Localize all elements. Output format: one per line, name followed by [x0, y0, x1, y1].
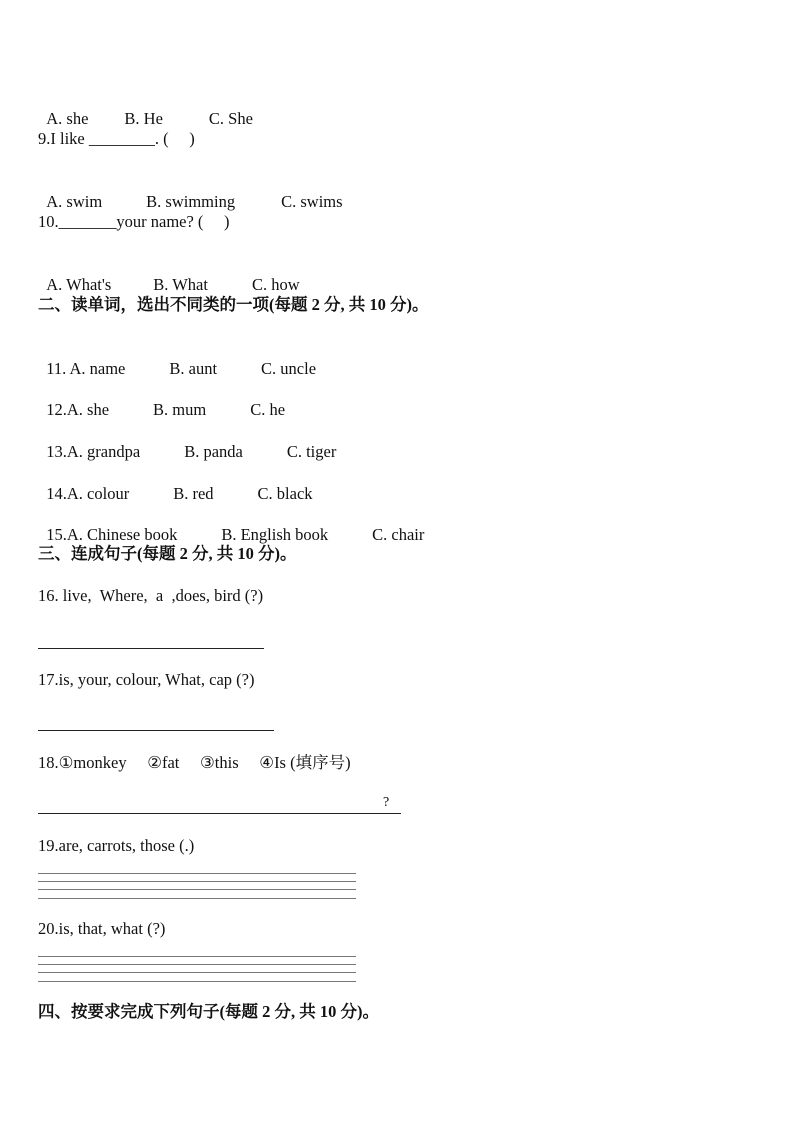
- q9-option-b[interactable]: B. swimming: [146, 192, 236, 211]
- q20-stem: 20.is, that, what (?): [38, 919, 166, 938]
- q10-stem: 10._______your name? ( ): [38, 212, 230, 231]
- q11-option-b[interactable]: B. aunt: [169, 359, 218, 378]
- q18-answer-line[interactable]: [38, 813, 401, 814]
- q8-option-a[interactable]: A. she: [46, 109, 89, 128]
- q15-options: [38, 502, 424, 546]
- q10-option-a[interactable]: A. What's: [46, 275, 112, 294]
- q9-option-c[interactable]: C. swims: [281, 192, 343, 211]
- q10-option-c[interactable]: C. how: [251, 275, 300, 294]
- q13-option-a[interactable]: 13.A. grandpa: [46, 442, 141, 461]
- section-2-title: 二、读单词，选出不同类的一项(每题 2 分, 共 10 分)。: [38, 295, 429, 314]
- section-4-title: 四、按要求完成下列句子(每题 2 分, 共 10 分)。: [38, 1002, 379, 1021]
- q8-option-b[interactable]: B. He: [124, 109, 163, 128]
- q9-stem: 9.I like ________. ( ): [38, 129, 195, 148]
- q9-option-a[interactable]: A. swim: [46, 192, 103, 211]
- q14-option-c[interactable]: C. black: [257, 484, 313, 503]
- q18-stem: 18.①monkey ②fat ③this ④Is (填序号): [38, 753, 351, 772]
- q13-options: [38, 419, 336, 463]
- q13-option-b[interactable]: B. panda: [184, 442, 243, 461]
- q18-question-mark: ?: [383, 795, 390, 810]
- q15-option-c[interactable]: C. chair: [372, 525, 425, 544]
- q9-options: [38, 169, 343, 213]
- q12-option-b[interactable]: B. mum: [153, 400, 207, 419]
- q10-options: [38, 252, 300, 296]
- q16-stem: 16. live, Where, a ,does, bird (?): [38, 586, 264, 605]
- q19-stem: 19.are, carrots, those (.): [38, 836, 195, 855]
- q16-answer-line[interactable]: [38, 648, 264, 649]
- q8-option-c[interactable]: C. She: [208, 109, 253, 128]
- q17-answer-line[interactable]: [38, 730, 274, 731]
- q15-option-a[interactable]: 15.A. Chinese book: [46, 525, 178, 544]
- q15-option-b[interactable]: B. English book: [221, 525, 329, 544]
- q14-option-b[interactable]: B. red: [173, 484, 214, 503]
- q8-options: [38, 86, 253, 130]
- q20-answer-lines[interactable]: [38, 956, 356, 982]
- q12-option-a[interactable]: 12.A. she: [46, 400, 110, 419]
- q14-options: [38, 461, 313, 505]
- q12-option-c[interactable]: C. he: [250, 400, 286, 419]
- q11-option-a[interactable]: 11. A. name: [46, 359, 126, 378]
- q19-answer-lines[interactable]: [38, 873, 356, 899]
- q14-option-a[interactable]: 14.A. colour: [46, 484, 130, 503]
- q13-option-c[interactable]: C. tiger: [286, 442, 337, 461]
- q10-option-b[interactable]: B. What: [153, 275, 208, 294]
- q11-options: [38, 336, 316, 380]
- q11-option-c[interactable]: C. uncle: [261, 359, 317, 378]
- q17-stem: 17.is, your, colour, What, cap (?): [38, 670, 255, 689]
- section-3-title: 三、连成句子(每题 2 分, 共 10 分)。: [38, 544, 297, 563]
- q12-options: [38, 377, 285, 421]
